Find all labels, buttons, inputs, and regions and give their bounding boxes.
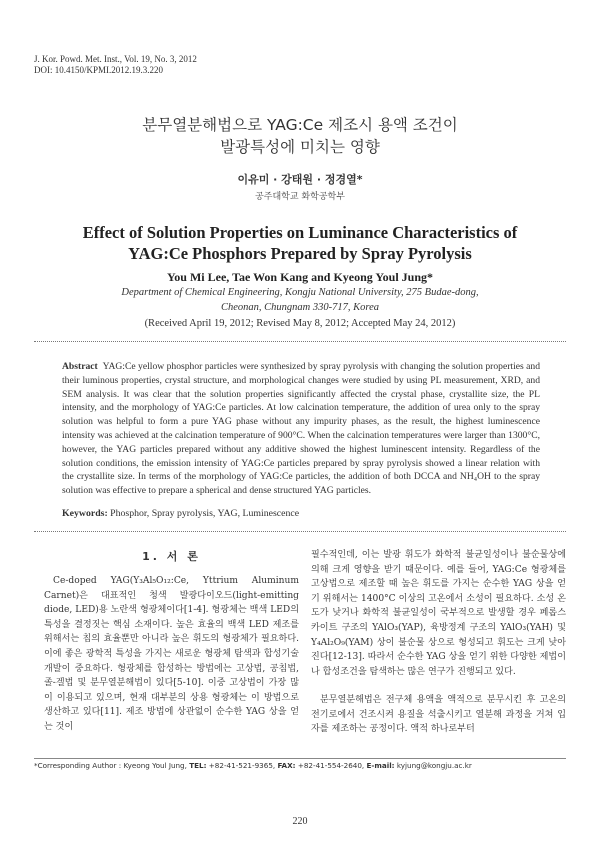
divider-bottom: [34, 531, 566, 532]
english-title: [0, 222, 600, 264]
footnote-name: Kyeong Youl Jung,: [123, 761, 187, 770]
english-title-line2: YAG:Ce Phosphors Prepared by Spray Pyrolysis: [128, 244, 472, 263]
footnote-label: *Corresponding Author :: [34, 761, 122, 770]
korean-authors: 이유미 · 강태원 · 정경열*: [237, 173, 363, 186]
divider-top: [34, 341, 566, 342]
journal-header: [34, 54, 197, 76]
footnote-tel: +82-41-521-9365,: [208, 761, 276, 770]
footnote-email: kyjung@kongju.ac.kr: [396, 761, 472, 770]
korean-title: [0, 114, 600, 158]
footnote-fax-label: FAX:: [277, 761, 296, 770]
footnote-divider: [34, 758, 566, 759]
footnote-email-label: E-mail:: [366, 761, 395, 770]
korean-affiliation: 공주대학교 화학공학부: [255, 192, 345, 202]
received-dates: (Received April 19, 2012; Revised May 8, 2012; Accepted May 24, 2012): [144, 318, 456, 329]
keywords-text: Phosphor, Spray pyrolysis, YAG, Luminescence: [110, 508, 300, 519]
journal-citation: J. Kor. Powd. Met. Inst., Vol. 19, No. 3, 2012: [34, 54, 197, 64]
korean-title-line1: 분무열분해법으로 YAG:Ce 제조시 용액 조건이: [142, 116, 458, 134]
abstract-label: Abstract: [62, 361, 98, 372]
english-affiliation-line1: Department of Chemical Engineering, Kongju National University, 275 Budae-dong,: [121, 287, 479, 298]
english-authors: You Mi Lee, Tae Won Kang and Kyeong Youl Jung*: [166, 270, 434, 284]
keywords-label: Keywords:: [62, 508, 108, 519]
right-column-paragraph-1: 필수적인데, 이는 발광 휘도가 화학적 불균일성이나 불순물상에 의해 크게 영향을 받기 때문이다. 예를 들어, YAG:Ce 형광체를 고상법으로 제조할 때 높은 휘도를 가지는 순수한 YAG 상을 얻기 위해서는 1400°C 이상의 고온에서 소성이 필요하다. 소성 온도가 낮거나 화학적 불균일성이 국부적으로 발생할 경우 페롭스카이트 구조의 YAlO₃(YAP), 육방정계 구조의 YAlO₃(YAH) 및 Y₄Al₂O₉(YAM) 상이 불순물 상으로 형성되고 휘도는 크게 낮아진다[12-13]. 따라서 순수한 YAG 상을 얻기 위한 다양한 제법이나 합성조건을 탐색하는 많은 연구가 진행되고 있다.: [311, 550, 566, 677]
page-number: 220: [292, 816, 308, 827]
keywords: [62, 508, 299, 519]
journal-doi: DOI: 10.4150/KPMI.2012.19.3.220: [34, 65, 164, 75]
left-column-text: Ce-doped YAG(Y₃Al₅O₁₂:Ce, Yttrium Aluminum Carnet)은 대표적인 청색 발광다이오드(light-emitting diode, LED)용 노란색 형광체이다[1-4]. 형광체는 백색 LED의 특성을 결정짓는 핵심 소재이다. 높은 효율의 백색 LED 제조를 위해서는 칩의 효율뿐만 아니라 높은 휘도의 형광체가 필요하다. 이에 좋은 광학적 특성을 가지는 새로운 형광체 탐색과 합성기술 개발이 중요하다. 형광체를 합성하는 방법에는 고상법, 공침법, 졸-겔법 및 분무열분해법이 있다[5-10]. 이중 고상법이 가장 많이 이용되고 있으며, 현재 대부분의 상용 형광체는 이 방법으로 생산하고 있다[11]. 제조 방법에 상관없이 순수한 YAG 상을 얻는 것이: [44, 576, 299, 732]
right-column-paragraph-2: 분무열분해법은 전구체 용액을 액적으로 분무시킨 후 고온의 전기로에서 건조시켜 용질을 석출시키고 열분해 과정을 거쳐 입자를 제조하는 공정이다. 액적 하나로부터: [311, 695, 566, 735]
section-introduction-title: 1. 서 론: [142, 550, 201, 563]
english-affiliation-line2: Cheonan, Chungnam 330-717, Korea: [221, 302, 379, 313]
english-title-line1: Effect of Solution Properties on Luminance Characteristics of: [82, 223, 518, 242]
abstract-text: YAG:Ce yellow phosphor particles were synthesized by spray pyrolysis with changing the solution properties and their luminous properties, crystal structure, and morphological changes were studied by using PL measurement, XRD, and SEM analysis. It was clear that the solution properties significantly affected the crystal phase, crystallite size, the PL intensity, and the morphology of YAG:Ce particles. At low calcination temperature, the addition of urea only to the spray solution was helpful to form a pure YAG phase without any impurity phases, as the result, the highest luminescence intensity was achieved at the calcination temperature of 900°C. When the calcination temperatures were larger than 1300°C, however, the YAG particles prepared without any additive showed the highest luminescent intensity. Regardless of the solution conditions, the emission intensity of YAG:Ce particles prepared by spray pyrolysis showed a linear relation with the crystallite size. In terms of the morphology of YAG:Ce particles, the addition of both DCCA and NH₄OH to the spray solution was effective to prepare a spherical and dense structured YAG particles.: [62, 361, 541, 497]
abstract: [62, 360, 540, 498]
footnote-tel-label: TEL:: [189, 761, 207, 770]
corresponding-author-footnote: [34, 761, 472, 770]
footnote-fax: +82-41-554-2640,: [297, 761, 365, 770]
korean-title-line2: 발광특성에 미치는 영향: [220, 138, 380, 156]
